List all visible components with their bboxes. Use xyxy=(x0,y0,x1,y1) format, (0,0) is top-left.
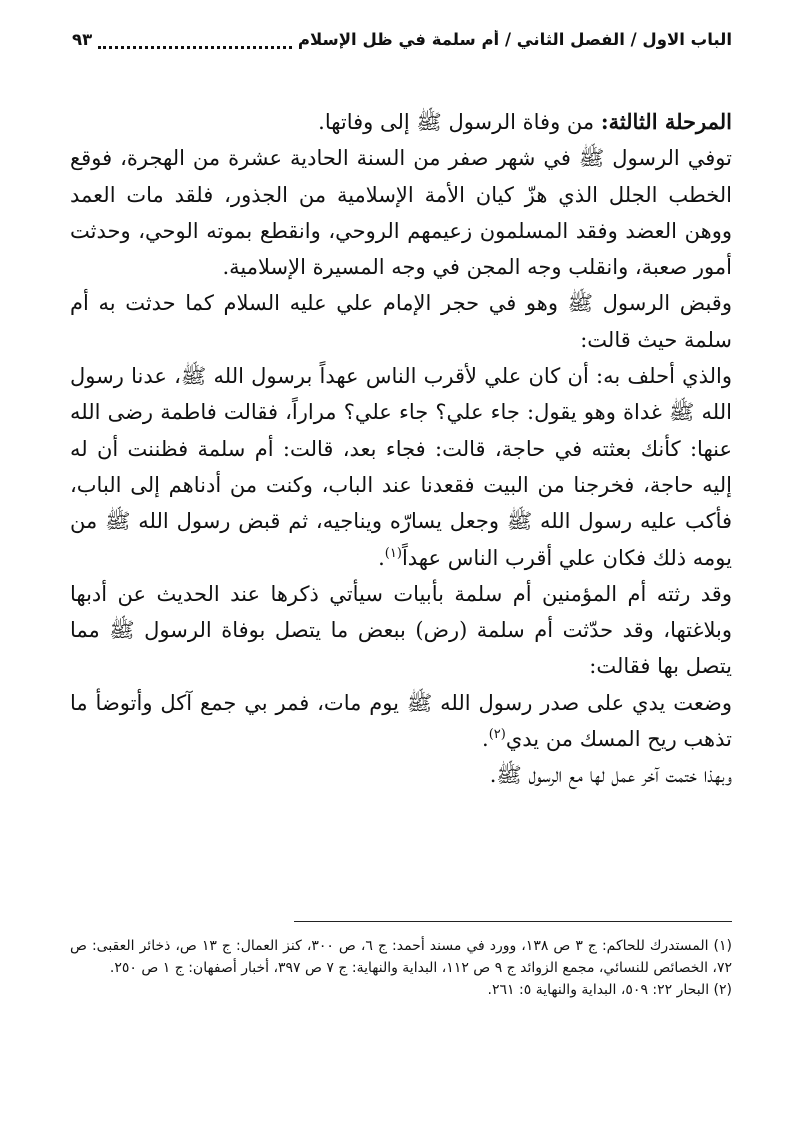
paragraph-6: وبهذا ختمت آخر عمل لها مع الرسول ﷺ. xyxy=(489,763,732,788)
page-number: ٩٣ xyxy=(72,30,93,49)
paragraph-5: وضعت يدي على صدر رسول الله ﷺ يوم مات، فمر بي جمع آكل وأتوضأ ما تذهب ريح المسك من يدي$^{(٢)}$. xyxy=(70,690,732,752)
paragraph-3: والذي أحلف به: أن كان علي لأقرب الناس عهداً برسول الله ﷺ، عدنا رسول الله ﷺ غداة وهو يقول: جاء علي؟ جاء علي؟ مراراً، فقالت فاطمة رضى الله عنها: كأنك بعثته في حاجة، قالت: فجاء بعد، قالت: أم سلمة فظننت أن له إليه حاجة، فخرجنا من البيت فقعدنا عند الباب، وكنت من أدناهم إلى الباب، فأكب عليه رسول الله ﷺ وجعل يسارّه ويناجيه، ثم قبض رسول الله ﷺ من يومه ذلك فكان علي أقرب الناس عهداً$^{(١)}$. xyxy=(70,364,732,570)
running-header xyxy=(72,30,732,49)
main-text xyxy=(70,104,732,794)
footnote-ref-2: (٢) xyxy=(488,727,506,743)
footnote-ref-1: (١) xyxy=(384,545,402,561)
paragraph-5-text: وضعت يدي على صدر رسول الله ﷺ يوم مات، فمر بي جمع آكل وأتوضأ ما تذهب ريح المسك من يدي xyxy=(70,690,732,752)
section-heading-label: المرحلة الثالثة: xyxy=(600,109,732,134)
header-dot-leader xyxy=(98,32,292,49)
section-heading-text: من وفاة الرسول ﷺ إلى وفاتها. xyxy=(318,110,601,134)
paragraph-3-text: والذي أحلف به: أن كان علي لأقرب الناس عهداً برسول الله ﷺ، عدنا رسول الله ﷺ غداة وهو يقول: جاء علي؟ جاء علي؟ مراراً، فقالت فاطمة رضى الله عنها: كأنك بعثته في حاجة، قالت: فجاء بعد، قالت: أم سلمة فظننت أن له إليه حاجة، فخرجنا من البيت فقعدنا عند الباب، وكنت من أدناهم إلى الباب، فأكب عليه رسول الله ﷺ وجعل يسارّه ويناجيه، ثم قبض رسول الله ﷺ من يومه ذلك فكان علي أقرب الناس عهداً xyxy=(70,364,732,570)
paragraph-2: وقبض الرسول ﷺ وهو في حجر الإمام علي عليه السلام كما حدثت به أم سلمة حيث قالت: xyxy=(70,291,732,352)
section-heading xyxy=(70,104,732,140)
paragraph-4: وقد رثته أم المؤمنين أم سلمة بأبيات سيأتي ذكرها عند الحديث عن أدبها وبلاغتها، وقد حدّثت أم سلمة (رض) ببعض ما يتصل بوفاة الرسول ﷺ مما يتصل بها فقالت: xyxy=(70,581,732,679)
paragraph-1: توفي الرسول ﷺ في شهر صفر من السنة الحادية عشرة من الهجرة، فوقع الخطب الجلل الذي هزّ كيان الأمة الإسلامية من الجذور، فلقد مات العمد ووهن العضد وفقد المسلمون زعيمهم الروحي، وانقطع بموته الوحي، وحدثت أمور صعبة، وانقلب وجه المجن في وجه المسيرة الإسلامية. xyxy=(70,146,732,280)
footnotes xyxy=(70,935,732,1001)
footnote-separator xyxy=(294,921,732,922)
footnote-2: (٢) البحار ٢٢: ٥٠٩، البداية والنهاية ٥: ٢٦١. xyxy=(487,982,732,998)
header-title: الباب الاول / الفصل الثاني / أم سلمة في ظل الإسلام xyxy=(297,30,732,49)
footnote-1: (١) المستدرك للحاكم: ج ٣ ص ١٣٨، وورد في مسند أحمد: ج ٦، ص ٣٠٠، كنز العمال: ج ١٣ ص، ذخائر العقبى: ص ٧٢، الخصائص للنسائي، مجمع الزوائد ج ٩ ص ١١٢، البداية والنهاية: ج ٧ ص ٣٩٧، أخبار أصفهان: ج ١ ص ٢٥٠. xyxy=(70,938,732,976)
